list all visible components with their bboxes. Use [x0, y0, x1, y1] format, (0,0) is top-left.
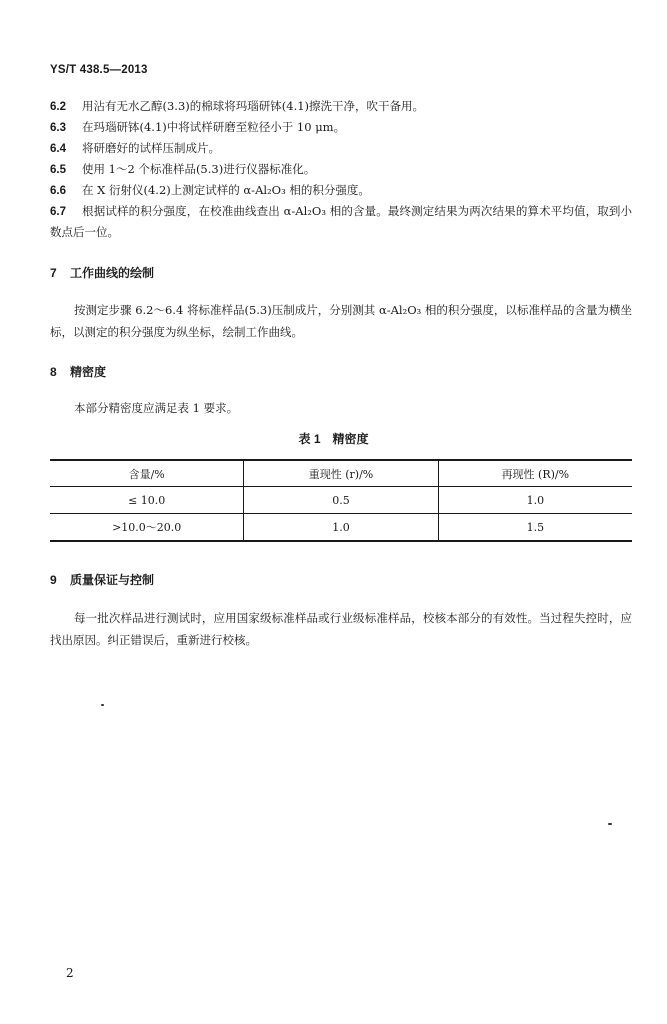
step-6-7 [50, 201, 632, 242]
step-6-2 [50, 96, 632, 117]
column-header-reproducibility: 再现性 (R)/% [438, 460, 632, 487]
precision-table [50, 459, 632, 542]
section-8-heading [50, 363, 106, 380]
section-title: 精密度 [70, 365, 107, 379]
section-7-body: 按测定步骤 6.2～6.4 将标准样品(5.3)压制成片，分别测其 α-Al₂O₃ 相的积分强度，以标准样品的含量为横坐标，以测定的积分强度为纵坐标，绘制工作曲线。 [50, 303, 632, 339]
step-number: 6.5 [50, 164, 66, 176]
section-number: 7 [50, 266, 57, 280]
column-header-content: 含量/% [50, 460, 244, 487]
table-cell: 1.5 [438, 514, 632, 542]
procedure-steps [50, 96, 632, 242]
step-number: 6.2 [50, 101, 66, 113]
table-header-row [50, 460, 632, 487]
table-cell: ≤ 10.0 [50, 487, 244, 514]
table-cell: 1.0 [244, 514, 438, 542]
section-7-heading [50, 264, 154, 281]
step-text: 用沾有无水乙醇(3.3)的棉球将玛瑙研钵(4.1)擦洗干净，吹干备用。 [82, 99, 425, 113]
section-title: 工作曲线的绘制 [70, 266, 155, 280]
step-6-6 [50, 180, 632, 201]
section-title: 质量保证与控制 [70, 573, 155, 587]
section-number: 8 [50, 365, 57, 379]
table-cell: 0.5 [244, 487, 438, 514]
column-header-repeatability: 重现性 (r)/% [244, 460, 438, 487]
step-6-3 [50, 117, 632, 138]
table-cell: >10.0～20.0 [50, 514, 244, 542]
section-number: 9 [50, 573, 57, 587]
step-text: 在 X 衍射仪(4.2)上测定试样的 α-Al₂O₃ 相的积分强度。 [82, 183, 370, 197]
document-code-header: YS/T 438.5—2013 [50, 64, 148, 76]
scan-speck [608, 823, 612, 825]
table-caption: 表 1 精密度 [298, 432, 369, 446]
step-text: 根据试样的积分强度，在校准曲线查出 α-Al₂O₃ 相的含量。最终测定结果为两次结果的算术平均值，取到小数点后一位。 [50, 204, 632, 239]
scan-speck [101, 704, 104, 706]
step-6-5 [50, 159, 632, 180]
step-number: 6.7 [50, 206, 66, 218]
section-8-body: 本部分精密度应满足表 1 要求。 [74, 401, 239, 415]
step-text: 使用 1～2 个标准样品(5.3)进行仪器标准化。 [82, 162, 316, 176]
table-cell: 1.0 [438, 487, 632, 514]
step-6-4 [50, 138, 632, 159]
step-text: 在玛瑙研钵(4.1)中将试样研磨至粒径小于 10 μm。 [82, 120, 346, 134]
step-text: 将研磨好的试样压制成片。 [82, 141, 220, 155]
step-number: 6.6 [50, 185, 66, 197]
table-row [50, 487, 632, 514]
page-number: 2 [66, 966, 74, 980]
section-9-heading [50, 571, 154, 588]
section-9-body: 每一批次样品进行测试时，应用国家级标准样品或行业级标准样品，校核本部分的有效性。当过程失控时，应找出原因。纠正错误后，重新进行校核。 [50, 611, 632, 647]
table-row [50, 514, 632, 542]
step-number: 6.4 [50, 143, 66, 155]
step-number: 6.3 [50, 122, 66, 134]
